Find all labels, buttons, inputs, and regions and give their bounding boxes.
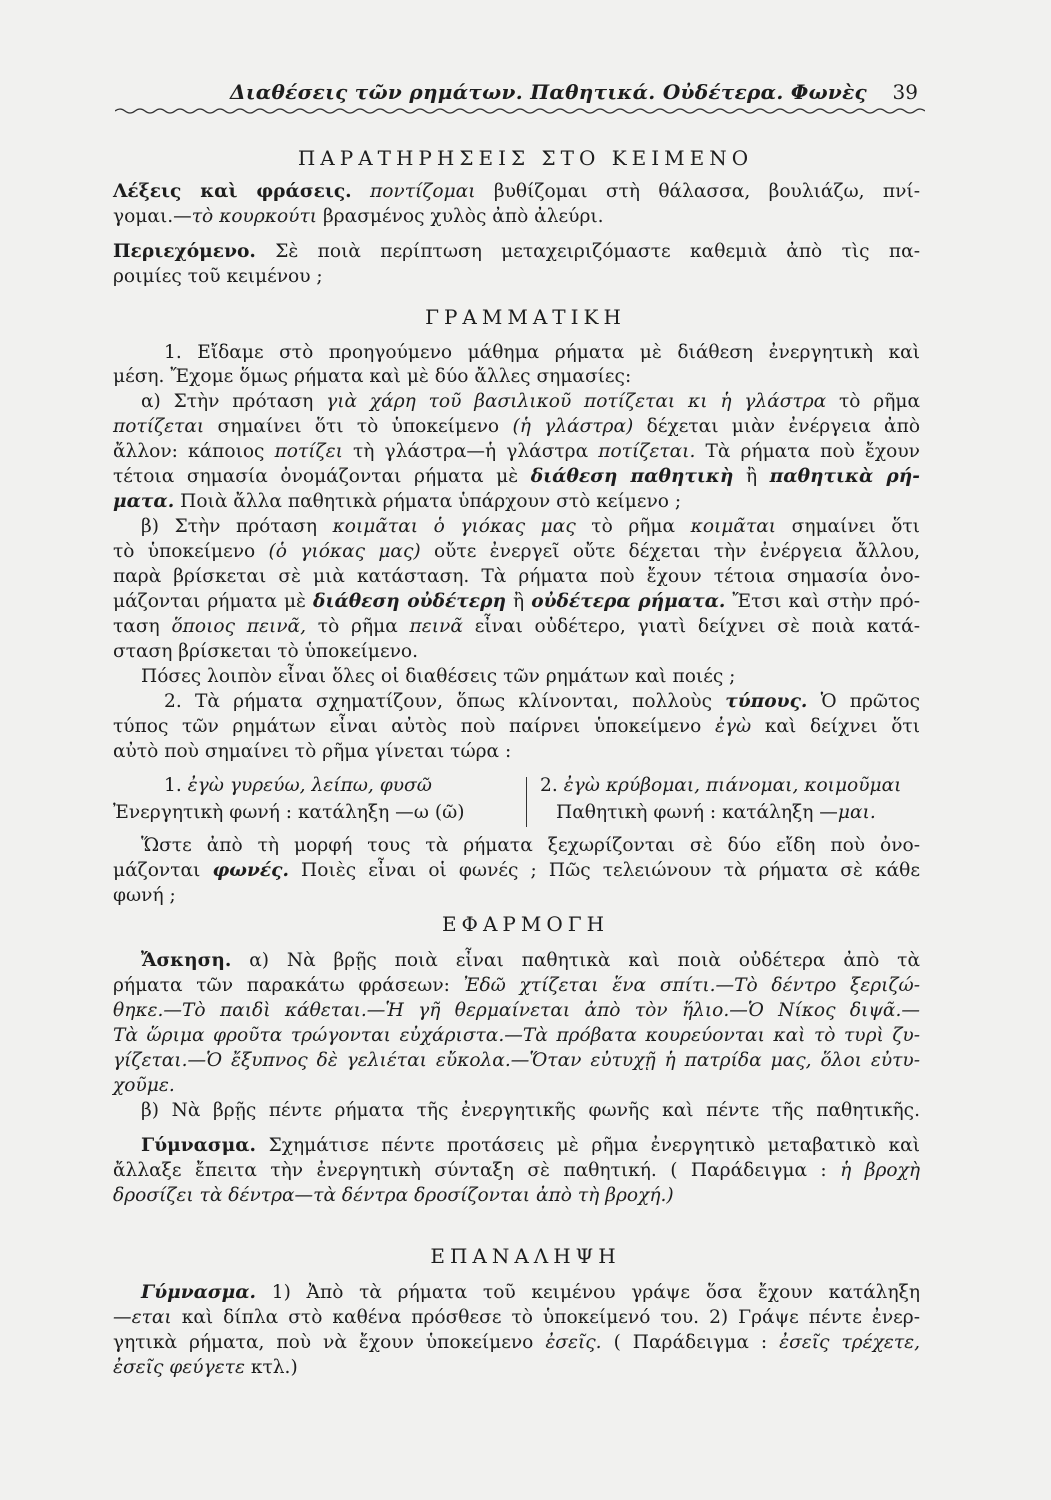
text-line: αὐτὸ ποὺ σημαίνει τὸ ρῆμα γίνεται τώρα : <box>113 741 512 762</box>
text-line: μάζονται φωνές. Ποιὲς εἶναι οἱ φωνές ; Πῶς τελειώνουν τὰ ρήματα σὲ κάθε <box>113 860 920 881</box>
text-line: σταση βρίσκεται τὸ ὑποκείμενο. <box>113 641 419 662</box>
text-line: ταση ὅποιος πεινᾶ, τὸ ρῆμα πεινᾶ εἶναι οὐδέτερο, γιατὶ δείχνει σὲ ποιὰ κατά- <box>113 616 921 637</box>
text-line: τύπος τῶν ρημάτων εἶναι αὐτὸς ποὺ παίρνει ὑποκείμενο ἐγὼ καὶ δείχνει ὅτι <box>113 716 920 737</box>
text-line: Πόσες λοιπὸν εἶναι ὅλες οἱ διαθέσεις τῶν ρημάτων καὶ ποιές ; <box>141 666 736 687</box>
section-heading-application: ΕΦΑΡΜΟΓΗ <box>441 912 610 936</box>
section-heading-observations: ΠΑΡΑΤΗΡΗΣΕΙΣ ΣΤΟ ΚΕΙΜΕΝΟ <box>297 146 754 170</box>
text-line: Τὰ ὥριμα φροῦτα τρώγονται εὐχάριστα.—Τὰ πρόβατα κουρεύονται καὶ τὸ τυρὶ ζυ- <box>113 1025 920 1046</box>
wavy-rule-ornament <box>115 104 925 118</box>
text-line: ἄλλον: κάποιος ποτίζει τὴ γλάστρα—ἡ γλάστρα ποτίζεται. Τὰ ρήματα ποὺ ἔχουν <box>113 441 920 462</box>
text-line: ματα. Ποιὰ ἄλλα παθητικὰ ρήματα ὑπάρχουν στὸ κείμενο ; <box>113 491 682 512</box>
text-line: ἐσεῖς φεύγετε κτλ.) <box>113 1357 298 1378</box>
text-line: Γύμνασμα. Σχημάτισε πέντε προτάσεις μὲ ρῆμα ἐνεργητικὸ μεταβατικὸ καὶ <box>141 1135 920 1156</box>
text-line: τὸ ὑποκείμενο (ὁ γιόκας μας) οὔτε ἐνεργεῖ οὔτε δέχεται τὴν ἐνέργεια ἄλλου, <box>113 541 920 562</box>
text-line: β) Στὴν πρόταση κοιμᾶται ὁ γιόκας μας τὸ ρῆμα κοιμᾶται σημαίνει ὅτι <box>141 516 920 537</box>
text-line: Λέξεις καὶ φράσεις. ποντίζομαι βυθίζομαι στὴ θάλασσα, βουλιάζω, πνί- <box>113 181 921 202</box>
text-line: ἄλλαξε ἔπειτα τὴν ἐνεργητικὴ σύνταξη σὲ παθητική. ( Παράδειγμα : ἡ βροχὴ <box>113 1160 920 1181</box>
text-line: τέτοια σημασία ὀνομάζονται ρήματα μὲ διάθεση παθητικὴ ἢ παθητικὰ ρή- <box>113 466 920 487</box>
page-number: 39 <box>892 80 918 104</box>
text-line: α) Στὴν πρόταση γιὰ χάρη τοῦ βασιλικοῦ ποτίζεται κι ἡ γλάστρα τὸ ρῆμα <box>141 391 920 412</box>
text-line: β) Νὰ βρῇς πέντε ρήματα τῆς ἐνεργητικῆς φωνῆς καὶ πέντε τῆς παθητικῆς. <box>141 1100 920 1121</box>
example-passive-verbs: 2. ἐγὼ κρύβομαι, πιάνομαι, κοιμοῦμαι <box>540 775 902 796</box>
text-line: μέση. Ἔχομε ὅμως ρήματα καὶ μὲ δύο ἄλλες σημασίες: <box>113 366 632 387</box>
text-line: γομαι.—τὸ κουρκούτι βρασμένος χυλὸς ἀπὸ ἀλεύρι. <box>113 206 604 227</box>
section-heading-revision: ΕΠΑΝΑΛΗΨΗ <box>430 1244 621 1268</box>
text-line: φωνή ; <box>113 885 176 906</box>
text-line: ποτίζεται σημαίνει ὅτι τὸ ὑποκείμενο (ἡ γλάστρα) δέχεται μιὰν ἐνέργεια ἀπὸ <box>113 416 921 437</box>
text-line: Γύμνασμα. 1) Ἀπὸ τὰ ρήματα τοῦ κειμένου γράψε ὅσα ἔχουν κατάληξη <box>141 1282 920 1303</box>
text-line: 2. Τὰ ρήματα σχηματίζουν, ὅπως κλίνονται, πολλοὺς τύπους. Ὁ πρῶτος <box>164 691 920 712</box>
text-line: ρήματα τῶν παρακάτω φράσεων: Ἐδῶ χτίζεται ἕνα σπίτι.—Τὸ δέντρο ξεριζώ- <box>113 975 920 996</box>
section-heading-grammar: ΓΡΑΜΜΑΤΙΚΗ <box>425 305 626 329</box>
text-line: δροσίζει τὰ δέντρα—τὰ δέντρα δροσίζονται ἀπὸ τὴ βροχή.) <box>113 1185 674 1206</box>
text-line: Ἄσκηση. α) Νὰ βρῇς ποιὰ εἶναι παθητικὰ καὶ ποιὰ οὐδέτερα ἀπὸ τὰ <box>141 950 920 971</box>
text-line: Ὥστε ἀπὸ τὴ μορφή τους τὰ ρήματα ξεχωρίζονται σὲ δύο εἴδη ποὺ ὀνο- <box>141 835 920 856</box>
text-line: Περιεχόμενο. Σὲ ποιὰ περίπτωση μεταχειριζόμαστε καθεμιὰ ἀπὸ τὶς πα- <box>113 241 920 262</box>
example-active-verbs: 1. ἐγὼ γυρεύω, λείπω, φυσῶ <box>164 775 432 796</box>
header-title: Διαθέσεις τῶν ρημάτων. Παθητικά. Οὐδέτερα. Φωνὲς <box>230 80 868 104</box>
text-line: μάζονται ρήματα μὲ διάθεση οὐδέτερη ἢ οὐδέτερα ρήματα. Ἔτσι καὶ στὴν πρό- <box>113 591 920 612</box>
text-line: θηκε.—Τὸ παιδὶ κάθεται.—Ἡ γῆ θερμαίνεται ἀπὸ τὸν ἥλιο.—Ὁ Νίκος διψᾶ.— <box>113 1000 920 1021</box>
column-divider <box>526 777 527 827</box>
active-voice-ending: Ἐνεργητικὴ φωνή : κατάληξη —ω (ῶ) <box>113 802 465 823</box>
text-line: γίζεται.—Ὁ ἔξυπνος δὲ γελιέται εὔκολα.—Ὅταν εὐτυχῇ ἡ πατρίδα μας, ὅλοι εὐτυ- <box>113 1050 920 1071</box>
text-line: γητικὰ ρήματα, ποὺ νὰ ἔχουν ὑποκείμενο ἐσεῖς. ( Παράδειγμα : ἐσεῖς τρέχετε, <box>113 1332 921 1353</box>
text-line: χοῦμε. <box>113 1075 175 1096</box>
text-line: 1. Εἴδαμε στὸ προηγούμενο μάθημα ρήματα μὲ διάθεση ἐνεργητικὴ καὶ <box>164 342 920 363</box>
passive-voice-ending: Παθητικὴ φωνή : κατάληξη —μαι. <box>556 802 876 823</box>
text-line: παρὰ βρίσκεται σὲ μιὰ κατάσταση. Τὰ ρήματα ποὺ ἔχουν τέτοια σημασία ὀνο- <box>113 566 920 587</box>
text-line: ροιμίες τοῦ κειμένου ; <box>113 266 323 287</box>
text-line: —εται καὶ δίπλα στὸ καθένα πρόσθεσε τὸ ὑποκείμενό του. 2) Γράψε πέντε ἐνερ- <box>113 1307 920 1328</box>
